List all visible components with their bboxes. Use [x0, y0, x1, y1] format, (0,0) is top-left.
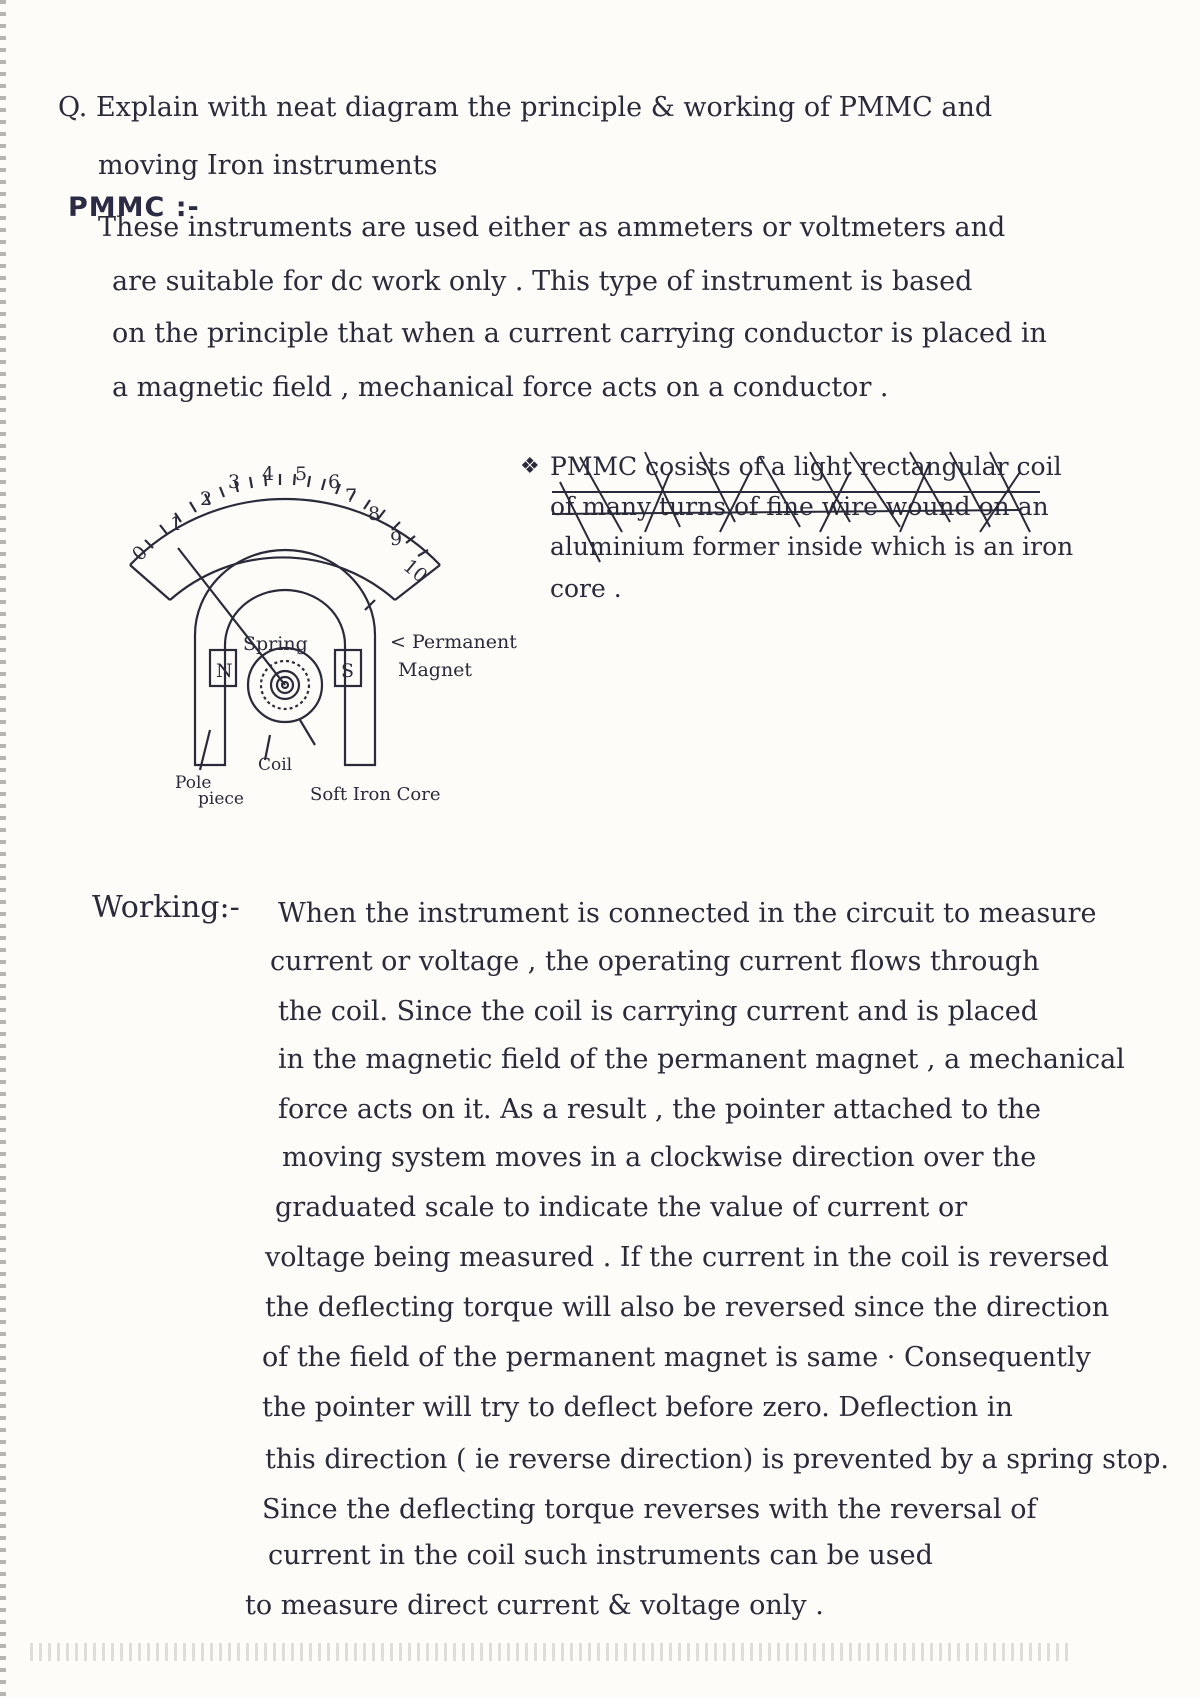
scale-number-1: 1 [170, 513, 183, 535]
working-line-11: the pointer will try to deflect before zero. Deflection in [262, 1392, 1013, 1423]
working-line-7: graduated scale to indicate the value of current or [275, 1192, 968, 1223]
spring-label: Spring [243, 633, 308, 655]
principle-line-1: These instruments are used either as ammeters or voltmeters and [98, 212, 1006, 243]
working-line-9: the deflecting torque will also be reversed since the direction [265, 1292, 1110, 1323]
working-line-13: Since the deflecting torque reverses with the reversal of [262, 1494, 1037, 1525]
pole-label-2: piece [198, 789, 244, 809]
permanent-magnet-label-1: < Permanent [390, 631, 517, 653]
strike-through-marks [550, 452, 1110, 582]
scale-number-7: 7 [345, 485, 358, 507]
permanent-magnet-label-2: Magnet [398, 659, 473, 681]
south-label: S [341, 660, 355, 682]
north-label: N [216, 660, 233, 682]
scale-number-8: 8 [368, 503, 381, 525]
scale-number-2: 2 [200, 488, 213, 510]
working-line-2: current or voltage , the operating current flows through [270, 946, 1040, 977]
principle-line-2: are suitable for dc work only . This type of instrument is based [112, 266, 973, 297]
principle-line-3: on the principle that when a current carrying conductor is placed in [112, 318, 1047, 349]
question-line-2: moving Iron instruments [98, 150, 438, 181]
scale-number-3: 3 [228, 471, 241, 493]
side-note-line-1: PMMC cosists of a light rectangular coil [550, 452, 1062, 481]
pole-label-1: Pole [175, 773, 212, 793]
scale-number-9: 9 [390, 528, 403, 550]
principle-line-4: a magnetic field , mechanical force acts on a conductor . [112, 372, 889, 403]
working-line-5: force acts on it. As a result , the pointer attached to the [278, 1094, 1042, 1125]
notebook-binding-edge [0, 0, 6, 1698]
diamond-bullet-icon: ❖ [520, 454, 540, 479]
scale-number-0: 0 [127, 541, 153, 566]
side-note-line-4: core . [550, 574, 622, 603]
page-bottom-strip [30, 1643, 1070, 1661]
working-line-14: current in the coil such instruments can be used [268, 1540, 933, 1571]
working-line-10: of the field of the permanent magnet is same · Consequently [262, 1342, 1091, 1373]
question-line-1: Q. Explain with neat diagram the principle & working of PMMC and [58, 92, 993, 123]
scale-number-10: 10 [398, 554, 432, 588]
working-line-8: voltage being measured . If the current in the coil is reversed [265, 1242, 1109, 1273]
working-line-12: this direction ( ie reverse direction) is prevented by a spring stop. [265, 1444, 1169, 1475]
working-line-3: the coil. Since the coil is carrying current and is placed [278, 996, 1039, 1027]
scale-inner-arc [170, 557, 395, 600]
scale-number-4: 4 [262, 463, 275, 485]
working-label: Working:- [92, 890, 240, 925]
working-line-6: moving system moves in a clockwise direction over the [282, 1142, 1037, 1173]
working-line-15: to measure direct current & voltage only . [245, 1590, 824, 1621]
side-note-line-2: of many turns of fine wire wound on an [550, 492, 1049, 521]
pmmc-heading: PMMC :- [68, 192, 200, 223]
scale-ticks [145, 474, 428, 556]
coil-label: Coil [258, 755, 293, 775]
scale-number-5: 5 [295, 463, 308, 485]
working-line-4: in the magnetic field of the permanent magnet , a mechanical [278, 1044, 1125, 1075]
scale-number-6: 6 [328, 471, 341, 493]
core-label: Soft Iron Core [310, 784, 441, 805]
permanent-magnet [195, 550, 375, 765]
side-note-line-3: aluminium former inside which is an iron [550, 532, 1074, 561]
working-line-1: When the instrument is connected in the circuit to measure [278, 898, 1097, 929]
pmmc-diagram [127, 463, 520, 809]
